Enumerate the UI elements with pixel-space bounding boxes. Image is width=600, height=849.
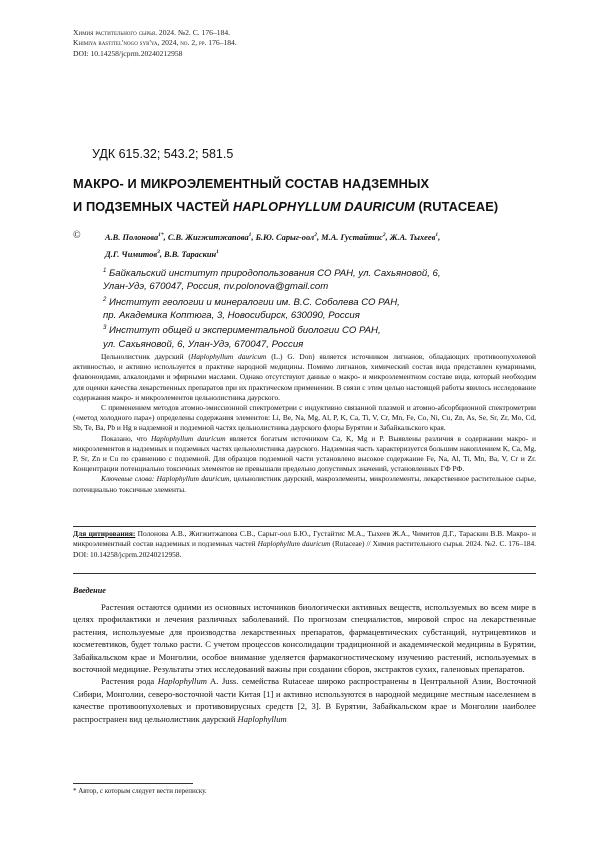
doi[interactable]: DOI: 10.14258/jcprm.20240212958 bbox=[73, 48, 183, 58]
author: В.В. Тараскин$^1$ bbox=[164, 248, 219, 259]
divider-top bbox=[73, 526, 536, 527]
title-line-1: МАКРО- И МИКРОЭЛЕМЕНТНЫЙ СОСТАВ НАДЗЕМНЫХ bbox=[73, 176, 430, 191]
abstract bbox=[73, 352, 536, 495]
journal-citation-ru: Химия растительного сырья. 2024. №2. С. 176–184. bbox=[73, 28, 231, 37]
copyright-symbol: © bbox=[73, 230, 81, 241]
title-text: И ПОДЗЕМНЫХ ЧАСТЕЙ bbox=[73, 199, 233, 214]
affiliation-3: $^3$ Институт общей и экспериментальной биологии СО РАН, ул. Сахьяновой, 6, Улан-Удэ, 670047, Россия bbox=[103, 325, 381, 350]
affiliation-2: $^2$ Институт геологии и минералогии им. В.С. Соболева СО РАН, пр. Академика Коптюга, 3, Новосибирск, 630090, Россия bbox=[103, 296, 400, 321]
citation-block: Для цитирования: Полонова А.В., Жигжитжапова С.В., Сарыг-оол Б.Ю., Густайтис М.А., Тыхеев Ж.А., Чимитов Д.Г., Тараскин В.В. Макро- и микроэлементный состав надземных и подземных частей Haplophyllum dauricum (Rutaceae) // Химия растительного сырья. 2024. №2. С. 176–184. DOI: 10.14258/jcprm.20240212958. bbox=[73, 529, 537, 559]
footnote-rule bbox=[73, 783, 193, 784]
author: А.В. Полонова$^{1*}$, bbox=[105, 232, 168, 242]
author-list bbox=[105, 228, 545, 262]
journal-citation-en: Khimiya rastitel'nogo syr'ya, 2024, no. 2, pp. 176–184. bbox=[73, 38, 237, 48]
udk-code: УДК 615.32; 543.2; 581.5 bbox=[92, 147, 234, 161]
author: М.А. Густайтис$^2$, bbox=[321, 232, 390, 242]
journal-header bbox=[73, 28, 237, 59]
title-line-2 bbox=[73, 195, 553, 218]
article-title bbox=[73, 172, 553, 218]
body-paragraph: Растения остаются одними из основных источников биологически активных веществ, используемых во всем мире в целях профилактики и лечения различных заболеваний. По прогнозам специалистов, мировой спрос на лекарственные растения, используемые для производства лекарственных препаратов, фармацевтических субстанций, нутрицевтиков и косметевтиков, будет только расти. С учетом процессов консолидации традиционной и академической медицины в Бурятии, Забайкальском крае и Монголии, особое внимание уделяется фармакогностическому изучению растений, используемых в восточной медицине. Результаты этих исследований важны при создании сборов, экстрактов сухих, галеновых препаратов. bbox=[73, 602, 536, 675]
abstract-paragraph: С применением методов атомно-эмиссионной спектрометрии с индуктивно связанной плазмой и атомно-абсорбционной спектрометрии («метод холодного пара») определены содержания элементов: Li, Be, Na, Mg, Al, P, K, Ca, Ti, V, Cr, Mn, Fe, Co, Ni, Cu, Zn, As, Se, Sr, Zr, Mo, Cd, Sb, Te, Ba, Pb и Hg в надземной и подземной частях цельнолистника даурского флоры Бурятии и Забайкальского края. bbox=[73, 403, 536, 433]
affiliation-1: $^1$ Байкальский институт природопользования СО РАН, ул. Сахьяновой, 6, Улан-Удэ, 670047, Россия, nv.polonova@gmail.com bbox=[103, 268, 441, 293]
author: Ж.А. Тыхеев$^1$, bbox=[389, 232, 441, 242]
author: Д.Г. Чимитов$^3$, bbox=[105, 248, 165, 259]
body-paragraph: Растения рода Haplophyllum A. Juss. семейства Rutaceae широко распространены в Центральной Азии, Восточной Сибири, Монголии, северо-восточной части Китая [1] и активно используются в народной медицине местным населением в качестве противоопухолевых и противовирусных средств [2, 3]. В Бурятии, Забайкальском крае и Монголии наиболее распространен вид цельнолистник даурский Haplophyllum bbox=[73, 676, 536, 724]
abstract-paragraph: Показано, что Haplophyllum dauricum является богатым источником Ca, K, Mg и P. Выявлены различия в содержании макро- и микроэлементов в надземных и подземных частях цельнолистника даурского. Надземная часть характеризуется большим накоплением K, Ca, Mg, P, Sr, Zn и Cu по сравнению с подземной. Для образцов подземной части установлено высокое содержание Fe, Na, Al, Ti, Mn, Ba, V, Cr и Zr. Концентрации потенциально токсичных элементов не превышали предельно допустимых значений, установленных ГФ РФ. bbox=[73, 433, 536, 474]
section-heading: Введение bbox=[73, 586, 106, 595]
footnote: * Автор, с которым следует вести переписку. bbox=[73, 787, 207, 795]
intro-body bbox=[73, 601, 536, 725]
author: С.В. Жигжитжапова$^1$, bbox=[167, 232, 256, 242]
title-family: (RUTACEAE) bbox=[414, 199, 499, 214]
affiliations bbox=[103, 265, 543, 351]
divider-bottom bbox=[73, 573, 536, 574]
citation-label: Для цитирования: bbox=[73, 529, 136, 538]
abstract-paragraph: Цельнолистник даурский (Haplophyllum dauricum (L.) G. Don) является источником лигнанов, обладающих противоопухолевой активностью, и активно используется в практике народной медицины. Помимо лигнанов, химический состав вида представлен кумаринами, флавоноидами, алкалоидами и эфирными маслами. Однако отсутствуют данные о макро- и микроэлементном составе вида, который необходим для оценки качества лекарственных препаратов при их практическом применении. В связи с этим целью настоящей работы явилось исследование содержания макро- и микроэлементов цельнолистника даурского. bbox=[73, 352, 536, 402]
title-species: HAPLOPHYLLUM DAURICUM bbox=[232, 199, 415, 214]
author: Б.Ю. Сарыг-оол$^2$, bbox=[255, 232, 322, 242]
keywords: Ключевые слова: Haplophyllum dauricum, цельнолистник даурский, макроэлементы, микроэлементы, лекарственное растительное сырье, потенциально токсичные элементы. bbox=[73, 474, 537, 494]
